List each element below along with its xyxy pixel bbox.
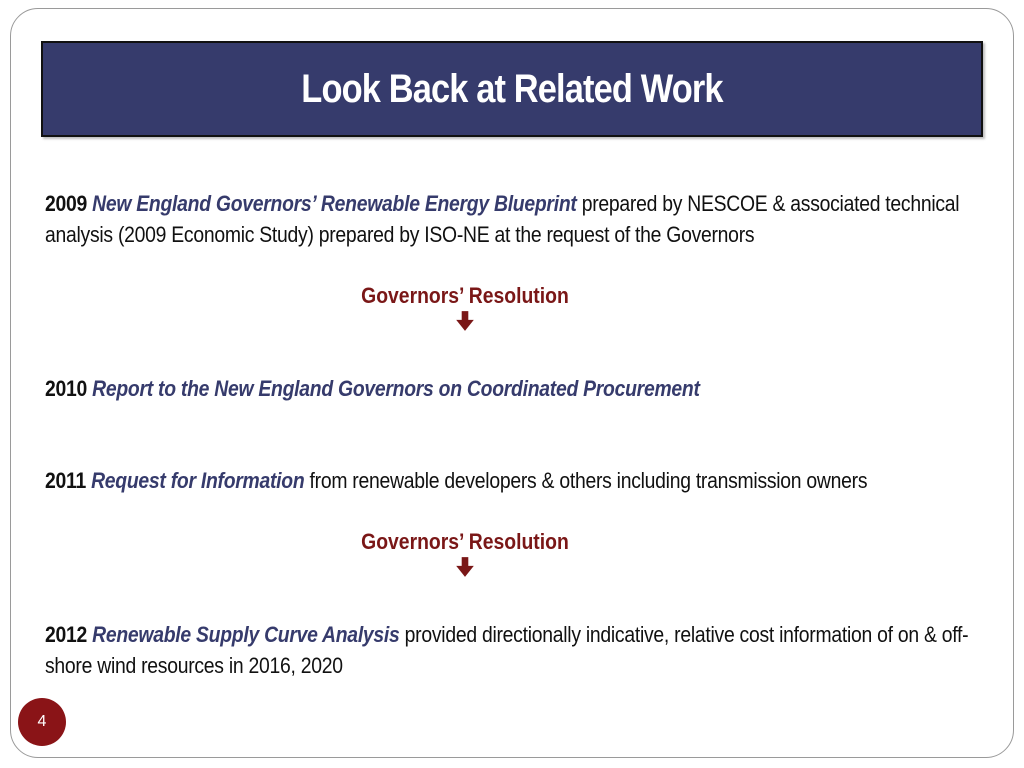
item-description: from renewable developers & others including transmission owners <box>304 468 868 493</box>
item-2012 <box>45 619 990 681</box>
governors-resolution-1 <box>250 282 680 332</box>
item-2010 <box>45 373 990 404</box>
resolution-label: Governors’ Resolution <box>361 283 569 308</box>
item-year: 2012 <box>45 622 88 647</box>
item-2011 <box>45 465 990 496</box>
item-2009 <box>45 188 990 250</box>
item-year: 2010 <box>45 376 88 401</box>
page-number: 4 <box>37 713 47 730</box>
page-number-badge <box>18 698 66 746</box>
item-year: 2011 <box>45 468 86 493</box>
title-banner <box>41 41 983 137</box>
item-document-title: Renewable Supply Curve Analysis <box>92 622 400 647</box>
slide-title: Look Back at Related Work <box>301 66 723 111</box>
arrow-down-icon <box>454 556 476 578</box>
item-document-title: Report to the New England Governors on Coordinated Procurement <box>92 376 700 401</box>
item-document-title: Request for Information <box>91 468 305 493</box>
arrow-down-icon <box>454 310 476 332</box>
item-description: prepared by NESCOE & associated technical analysis (2009 Economic Study) prepared by ISO-NE at the request of the Governors <box>45 191 960 247</box>
item-document-title: New England Governors’ Renewable Energy Blueprint <box>92 191 577 216</box>
governors-resolution-2 <box>250 528 680 578</box>
item-year: 2009 <box>45 191 88 216</box>
item-description: provided directionally indicative, relative cost information of on & off-shore wind resources in 2016, 2020 <box>45 622 969 678</box>
resolution-label: Governors’ Resolution <box>361 529 569 554</box>
